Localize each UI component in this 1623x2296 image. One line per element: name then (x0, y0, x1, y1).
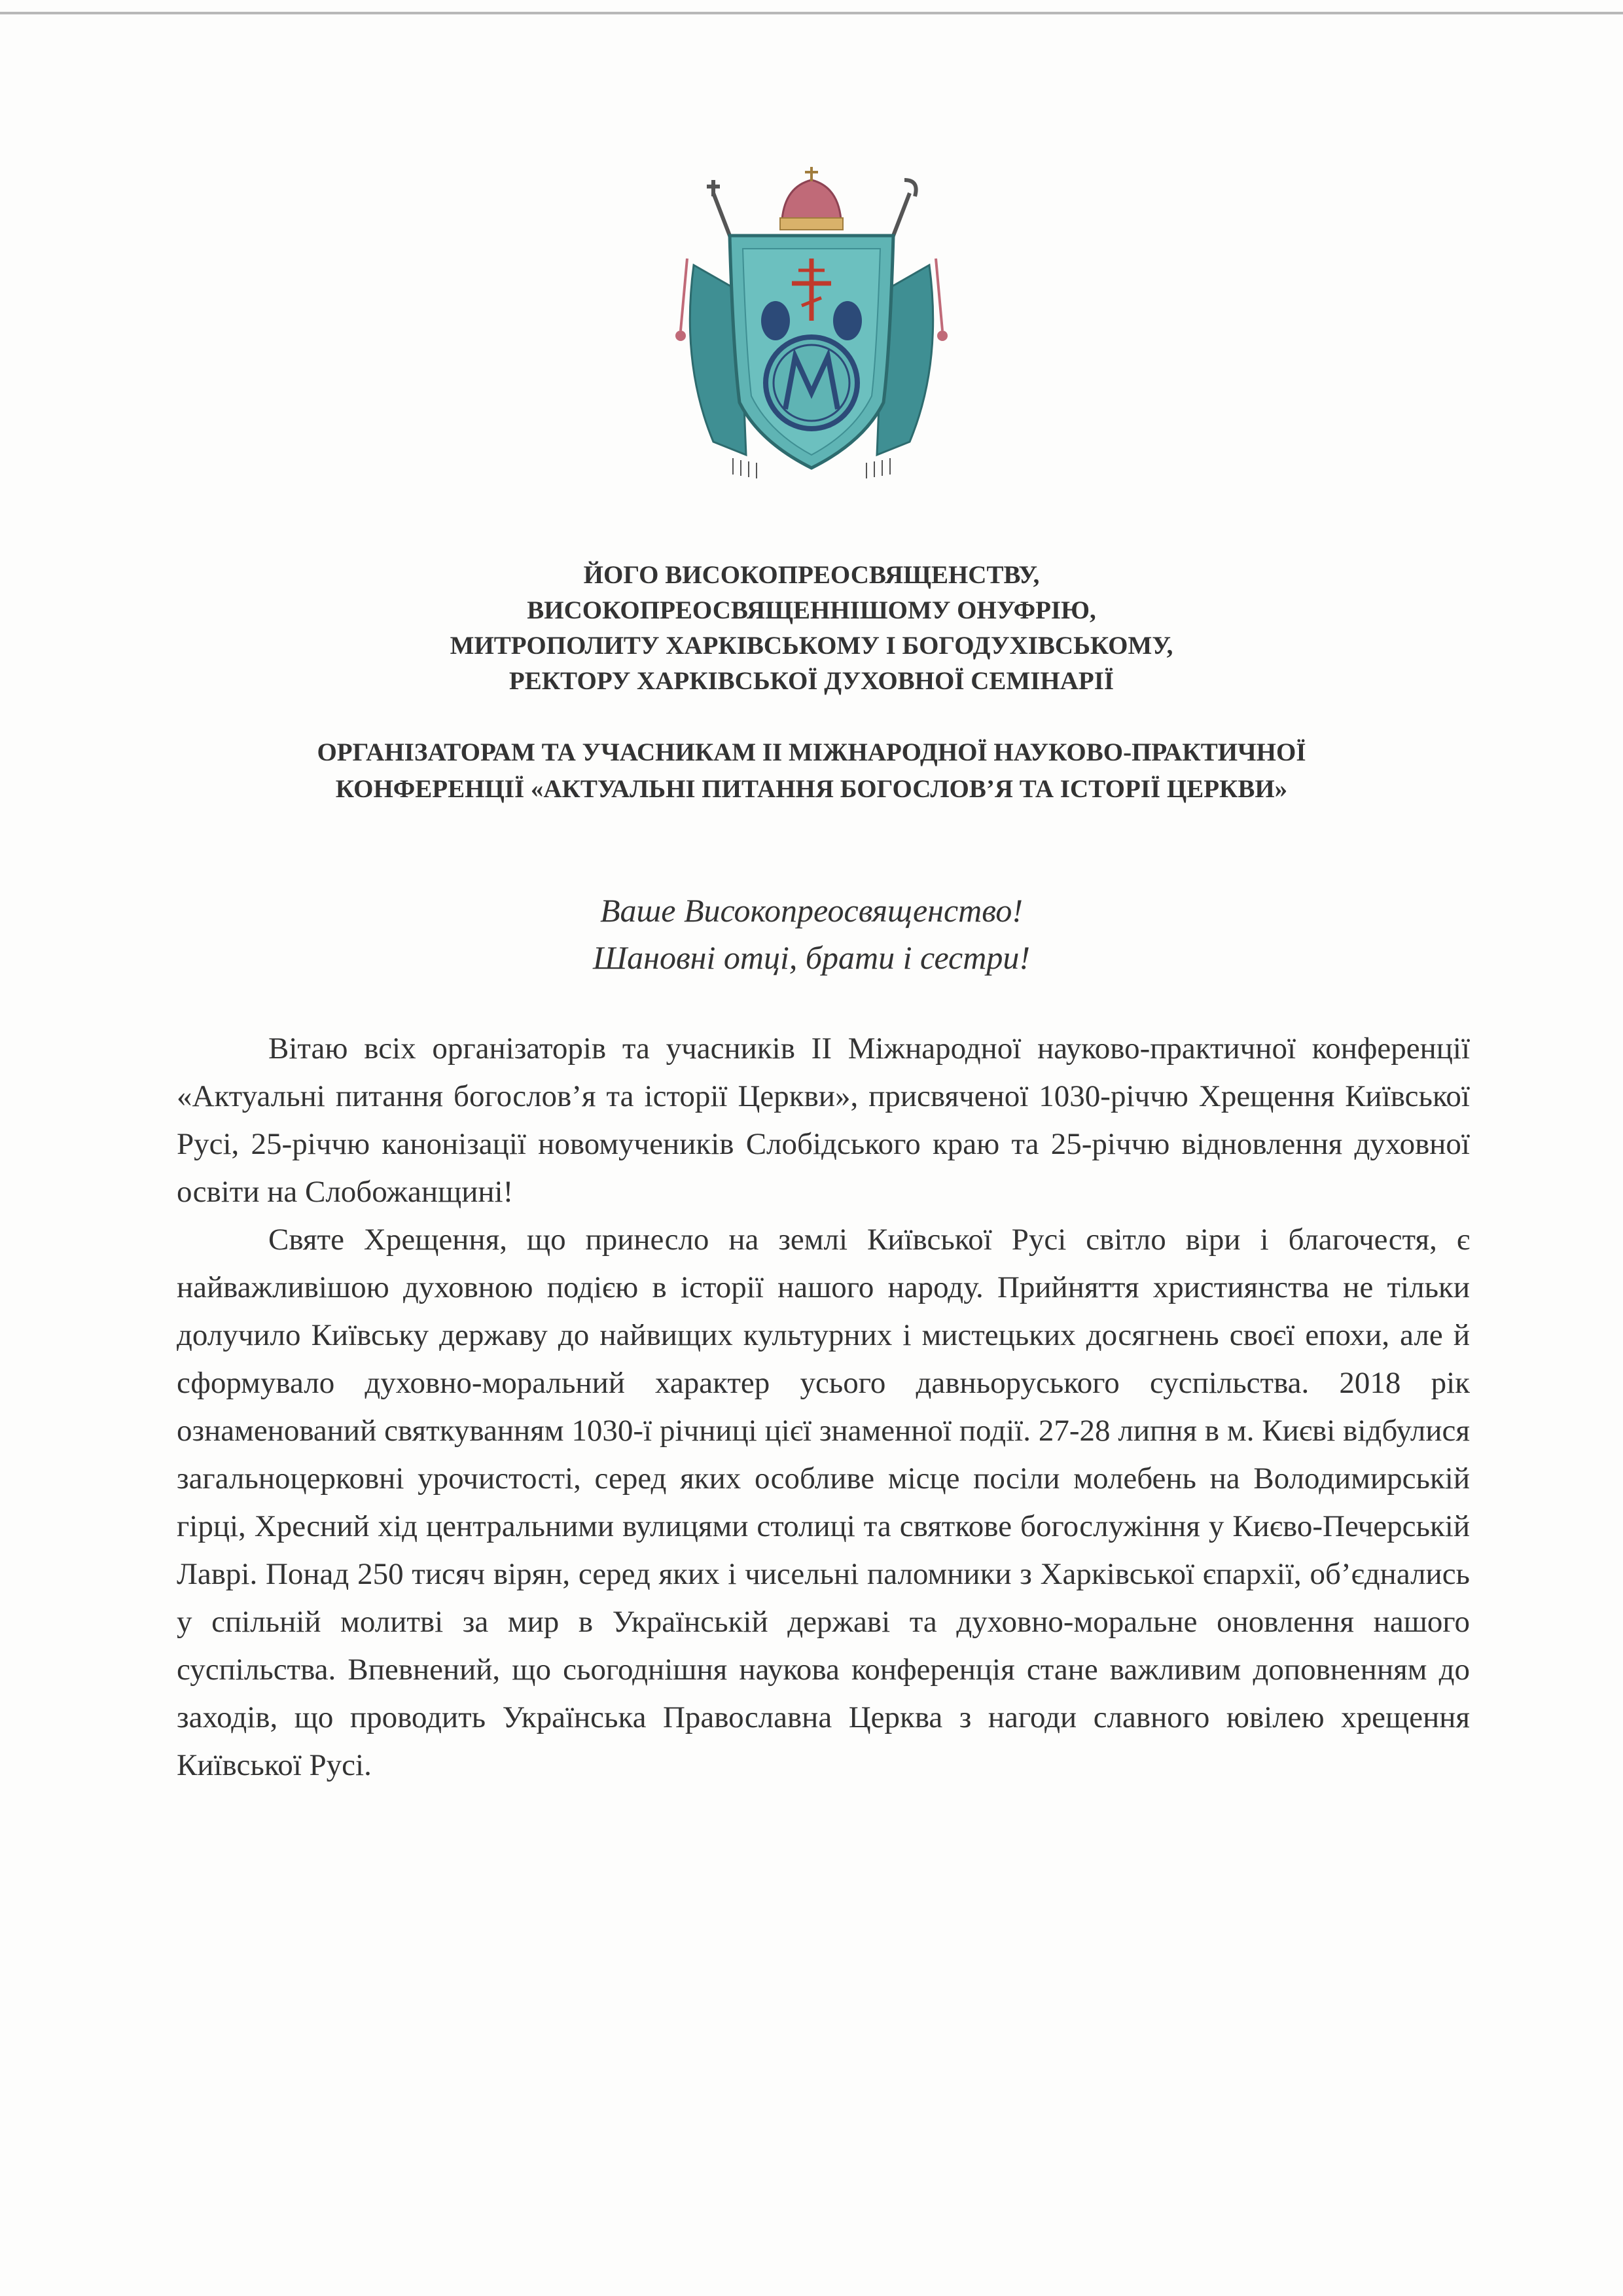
addressee-line: МИТРОПОЛИТУ ХАРКІВСЬКОМУ І БОГОДУХІВСЬКОМУ, (450, 632, 1173, 660)
salutation-line: Шановні отці, брати і сестри! (592, 939, 1031, 976)
letter-body (177, 1025, 1470, 1789)
salutation-line: Ваше Високопреосвященство! (600, 892, 1023, 929)
addressee-line: ЙОГО ВИСОКОПРЕОСВЯЩЕНСТВУ, (583, 561, 1040, 589)
recipients-line: ОРГАНІЗАТОРАМ ТА УЧАСНИКАМ ІІ МІЖНАРОДНОЇ НАУКОВО-ПРАКТИЧНОЇ (317, 738, 1306, 766)
addressee-block (131, 558, 1492, 699)
body-paragraph: Святе Хрещення, що принесло на землі Київської Русі світло віри і благочестя, є найважливішою духовною подією в історії нашого народу. Прийняття християнства не тільки долучило Київську державу до найвищих культурних і мистецьких досягнень своєї епохи, але й сформувало духовно-моральний характер усього давньоруського суспільства. 2018 рік ознаменований святкуванням 1030-ї річниці цієї знаменної події. 27-28 липня в м. Києві відбулися загальноцерковні урочистості, серед яких особливе місце посіли молебень на Володимирській гірці, Хресний хід центральними вулицями столиці та святкове богослужіння у Києво-Печерській Лаврі. Понад 250 тисяч вірян, серед яких і чисельні паломники з Харківської єпархії, об’єднались у спільній молитві за мир в Українській державі та духовно-моральне оновлення нашого суспільства. Впевнений, що сьогоднішня наукова конференція стане важливим доповненням до заходів, що проводить Українська Православна Церква з нагоди славного ювілею хрещення Київської Русі. (177, 1223, 1470, 1782)
recipients-line: КОНФЕРЕНЦІЇ «АКТУАЛЬНІ ПИТАННЯ БОГОСЛОВ’Я ТА ІСТОРІЇ ЦЕРКВИ» (335, 775, 1288, 803)
addressee-line: ВИСОКОПРЕОСВЯЩЕННІШОМУ ОНУФРІЮ, (527, 596, 1096, 624)
scan-edge-line (0, 12, 1623, 14)
salutation-block (131, 887, 1492, 981)
coat-of-arms-icon (668, 167, 955, 488)
recipients-block (131, 734, 1492, 808)
addressee-line: РЕКТОРУ ХАРКІВСЬКОЇ ДУХОВНОЇ СЕМІНАРІЇ (508, 667, 1115, 695)
body-paragraph: Вітаю всіх організаторів та учасників ІІ Міжнародної науково-практичної конференції «Актуальні питання богослов’я та історії Церкви», присвяченої 1030-річчю Хрещення Київської Русі, 25-річчю канонізації новомучеників Слобідського краю та 25-річчю відновлення духовної освіти на Слобожанщині! (177, 1031, 1470, 1209)
